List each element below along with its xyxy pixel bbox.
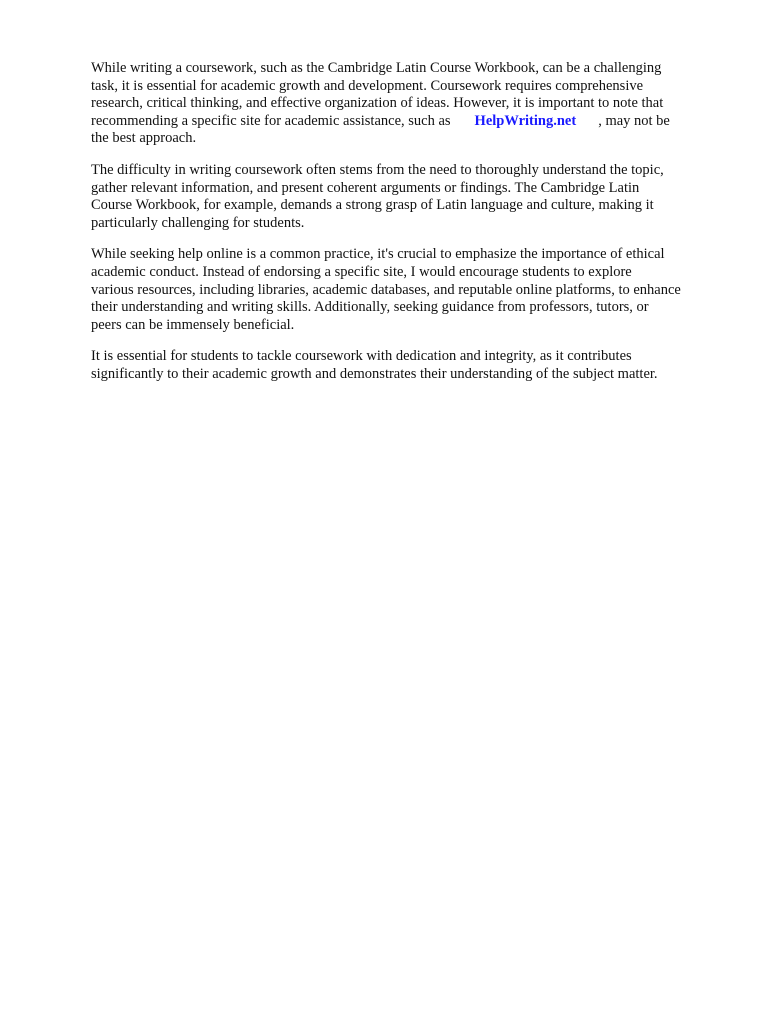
text-fragment: recommending a specific site for academic assistance, such as	[91, 112, 451, 129]
paragraph-difficulty	[91, 162, 727, 232]
text-line: task, it is essential for academic growth and development. Coursework requires comprehensive	[91, 77, 644, 94]
text-line: gather relevant information, and present coherent arguments or findings. The Cambridge Latin	[91, 179, 640, 196]
paragraph-conclusion	[91, 348, 727, 383]
text-line: academic conduct. Instead of endorsing a specific site, I would encourage students to explore	[91, 263, 632, 280]
text-line: research, critical thinking, and effective organization of ideas. However, it is important to note that	[91, 95, 664, 112]
helpwriting-link[interactable]: HelpWriting.net	[474, 112, 577, 129]
text-line: While seeking help online is a common practice, it's crucial to emphasize the importance of ethical	[91, 246, 665, 263]
text-line: the best approach.	[91, 130, 197, 147]
text-fragment: , may not be	[598, 112, 670, 129]
document-body	[91, 60, 727, 398]
paragraph-intro	[91, 60, 727, 148]
text-line: Course Workbook, for example, demands a strong grasp of Latin language and culture, making it	[91, 197, 654, 214]
text-line: It is essential for students to tackle coursework with dedication and integrity, as it contributes	[91, 348, 632, 365]
text-line: significantly to their academic growth and demonstrates their understanding of the subject matter.	[91, 365, 658, 382]
text-line-with-link	[91, 113, 727, 131]
text-line: The difficulty in writing coursework often stems from the need to thoroughly understand the topic,	[91, 161, 664, 178]
text-line: their understanding and writing skills. Additionally, seeking guidance from professors, tutors, or	[91, 299, 649, 316]
text-line: While writing a coursework, such as the Cambridge Latin Course Workbook, can be a challenging	[91, 60, 662, 76]
paragraph-ethics	[91, 246, 727, 334]
text-line: particularly challenging for students.	[91, 214, 305, 231]
text-line: peers can be immensely beneficial.	[91, 316, 295, 333]
text-line: various resources, including libraries, academic databases, and reputable online platforms, to enhance	[91, 281, 681, 298]
